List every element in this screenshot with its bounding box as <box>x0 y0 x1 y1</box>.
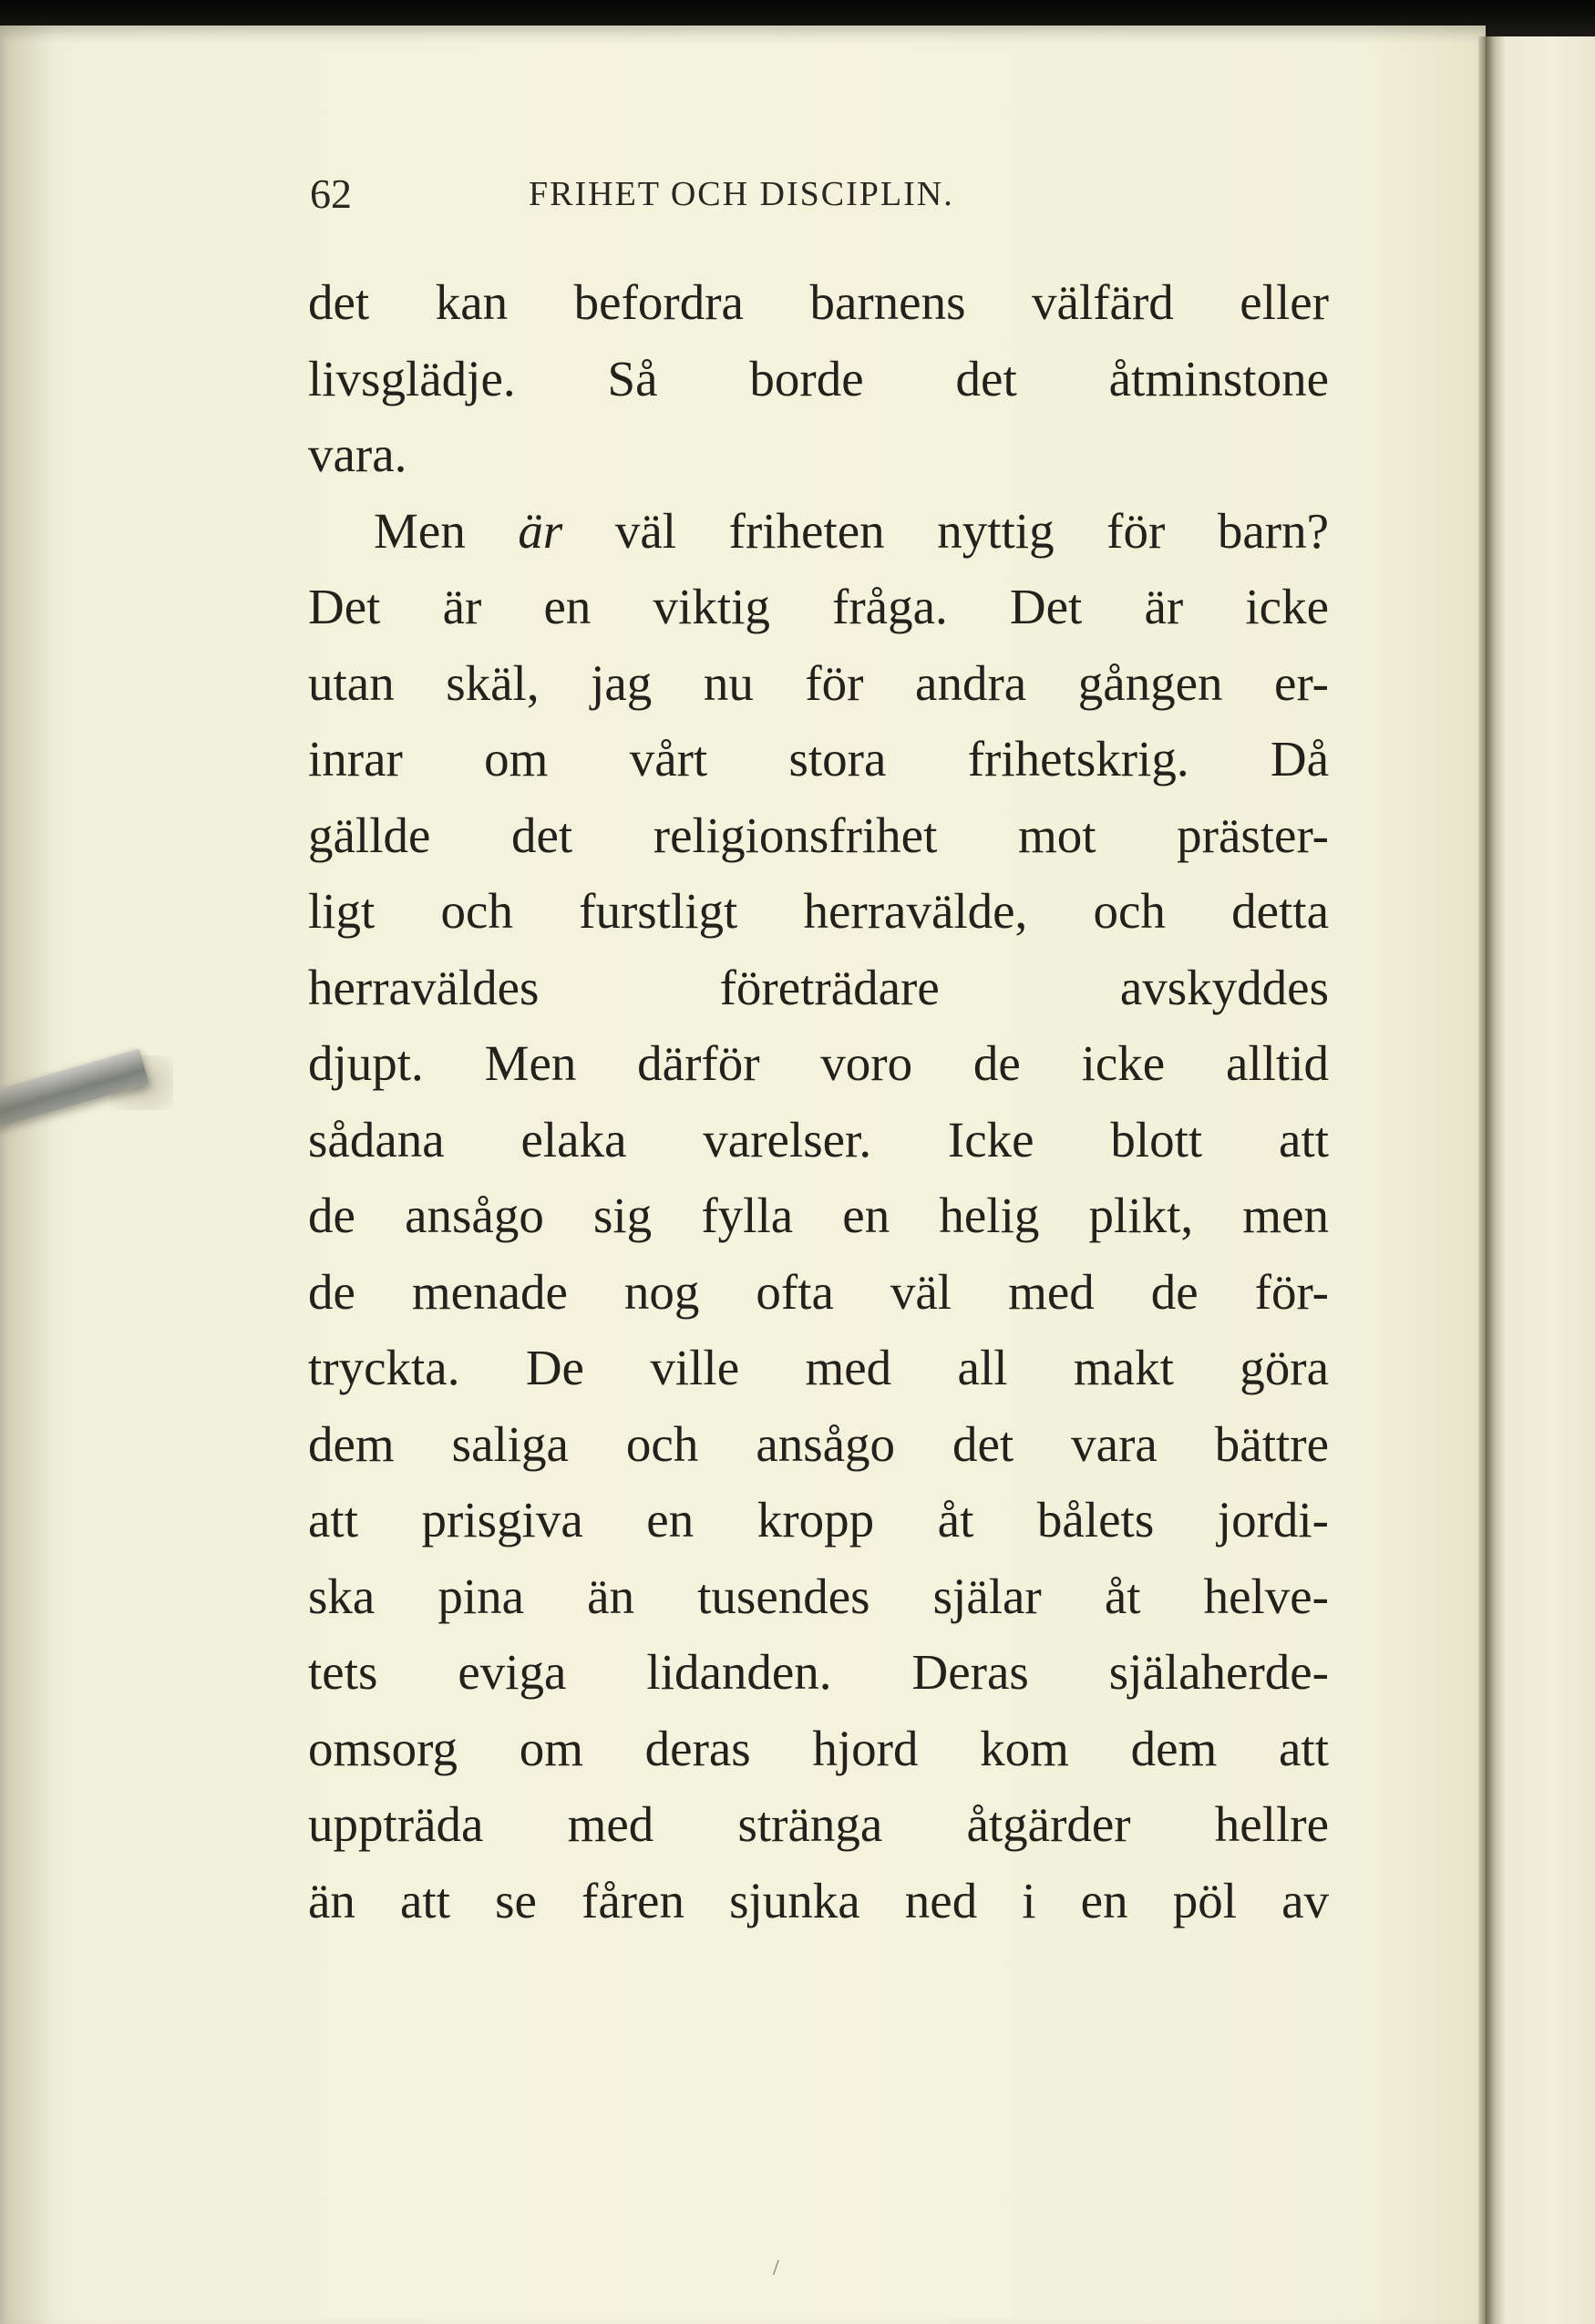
text-line: vara. <box>308 427 407 482</box>
text-line: tets eviga lidanden. Deras själaherde- <box>308 1644 1329 1700</box>
text-line: Det är en viktig fråga. Det är icke <box>308 579 1329 634</box>
page-number: 62 <box>310 170 352 217</box>
body-text <box>308 264 1329 1938</box>
text-line: ska pina än tusendes själar åt helve- <box>308 1568 1329 1624</box>
text-line: tryckta. De ville med all makt göra <box>308 1340 1329 1395</box>
text-segment: Men <box>374 502 519 559</box>
text-line: sådana elaka varelser. Icke blott att <box>308 1111 1329 1167</box>
text-line: att prisgiva en kropp åt bålets jordi- <box>308 1492 1329 1548</box>
text-line: inrar om vårt stora frihetskrig. Då <box>308 731 1329 787</box>
text-line-with-italic <box>308 493 1329 570</box>
running-head <box>310 162 1221 226</box>
text-line: dem saliga och ansågo det vara bättre <box>308 1415 1329 1472</box>
text-line: de ansågo sig fylla en helig plikt, men <box>308 1188 1329 1243</box>
page-edge <box>1478 36 1486 2324</box>
italic-word: är <box>518 502 563 559</box>
text-line: än att se fåren sjunka ned i en pöl av <box>308 1872 1329 1928</box>
text-line: omsorg om deras hjord kom dem att <box>308 1720 1329 1776</box>
text-line: gällde det religionsfrihet mot präster- <box>308 807 1329 863</box>
text-line: utan skäl, jag nu för andra gången er- <box>308 654 1329 711</box>
stray-mark: / <box>773 2257 779 2280</box>
book-page <box>0 26 1486 2324</box>
text-segment: väl friheten nyttig för barn? <box>562 502 1329 559</box>
text-line: uppträda med stränga åtgärder hellre <box>308 1796 1329 1852</box>
text-line: herraväldes företrädare avskyddes <box>308 959 1329 1015</box>
running-title: FRIHET OCH DISCIPLIN. <box>529 175 954 213</box>
text-line: livsglädje. Så borde det åtminstone <box>308 350 1329 406</box>
metal-bookmark <box>0 1049 149 1128</box>
text-line: djupt. Men därför voro de icke alltid <box>308 1035 1329 1091</box>
adjacent-page-edge <box>1486 36 1595 2324</box>
text-line: det kan befordra barnens välfärd eller <box>308 274 1329 330</box>
text-line: ligt och furstligt herravälde, och detta <box>308 883 1329 939</box>
text-line: de menade nog ofta väl med de för- <box>308 1263 1329 1320</box>
